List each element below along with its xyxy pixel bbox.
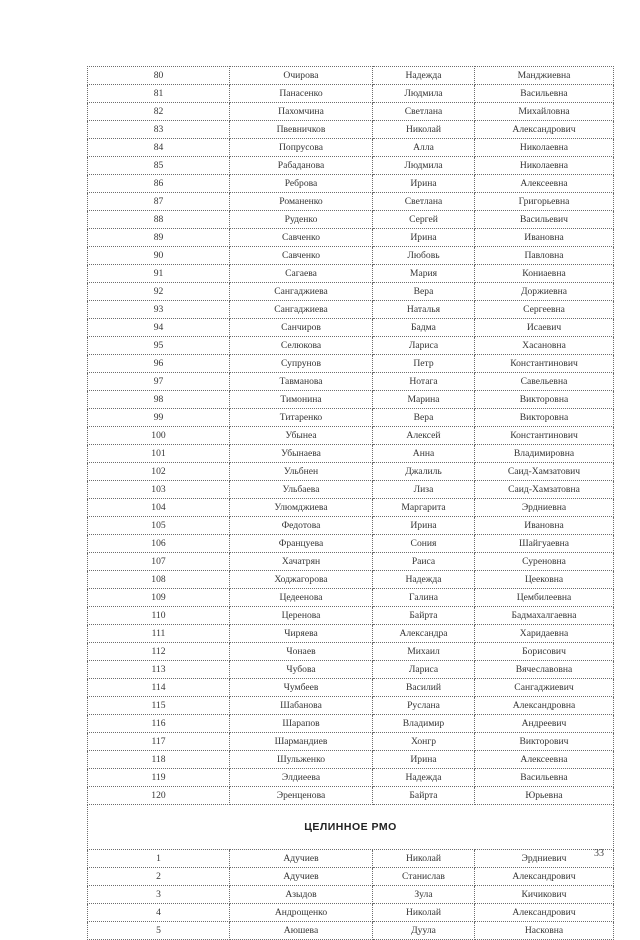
surname-cell: Сангаджиева — [230, 301, 373, 319]
row-number-cell: 90 — [88, 247, 230, 265]
surname-cell: Андрощенко — [230, 904, 373, 922]
row-number-cell: 5 — [88, 922, 230, 940]
surname-cell: Пвевничков — [230, 121, 373, 139]
patronymic-cell: Эрдниевна — [475, 499, 614, 517]
first-name-cell: Светлана — [373, 103, 475, 121]
patronymic-cell: Савельевна — [475, 373, 614, 391]
surname-cell: Убынеа — [230, 427, 373, 445]
table-row — [88, 229, 614, 247]
surname-cell: Реброва — [230, 175, 373, 193]
row-number-cell: 116 — [88, 715, 230, 733]
surname-cell: Шарапов — [230, 715, 373, 733]
patronymic-cell: Андреевич — [475, 715, 614, 733]
table-row — [88, 427, 614, 445]
first-name-cell: Владимир — [373, 715, 475, 733]
table-row — [88, 697, 614, 715]
table-row — [88, 103, 614, 121]
first-name-cell: Василий — [373, 679, 475, 697]
roster-body — [88, 67, 614, 940]
surname-cell: Руденко — [230, 211, 373, 229]
surname-cell: Рабаданова — [230, 157, 373, 175]
table-row — [88, 661, 614, 679]
surname-cell: Цедеенова — [230, 589, 373, 607]
surname-cell: Ульбнен — [230, 463, 373, 481]
table-row — [88, 922, 614, 940]
surname-cell: Шармандиев — [230, 733, 373, 751]
table-row — [88, 265, 614, 283]
first-name-cell: Людмила — [373, 157, 475, 175]
first-name-cell: Станислав — [373, 868, 475, 886]
surname-cell: Хачатрян — [230, 553, 373, 571]
row-number-cell: 106 — [88, 535, 230, 553]
table-row — [88, 886, 614, 904]
table-row — [88, 850, 614, 868]
surname-cell: Федотова — [230, 517, 373, 535]
surname-cell: Чумбеев — [230, 679, 373, 697]
first-name-cell: Марина — [373, 391, 475, 409]
table-row — [88, 679, 614, 697]
surname-cell: Савченко — [230, 247, 373, 265]
row-number-cell: 118 — [88, 751, 230, 769]
row-number-cell: 105 — [88, 517, 230, 535]
surname-cell: Санчиров — [230, 319, 373, 337]
table-row — [88, 121, 614, 139]
first-name-cell: Надежда — [373, 67, 475, 85]
first-name-cell: Маргарита — [373, 499, 475, 517]
first-name-cell: Лиза — [373, 481, 475, 499]
patronymic-cell: Доржиевна — [475, 283, 614, 301]
surname-cell: Улюмджиева — [230, 499, 373, 517]
row-number-cell: 108 — [88, 571, 230, 589]
surname-cell: Сангаджиева — [230, 283, 373, 301]
surname-cell: Шабанова — [230, 697, 373, 715]
table-row — [88, 904, 614, 922]
first-name-cell: Ирина — [373, 175, 475, 193]
table-row — [88, 193, 614, 211]
surname-cell: Тавманова — [230, 373, 373, 391]
table-row — [88, 517, 614, 535]
row-number-cell: 115 — [88, 697, 230, 715]
first-name-cell: Наталья — [373, 301, 475, 319]
surname-cell: Тимонина — [230, 391, 373, 409]
table-row — [88, 499, 614, 517]
first-name-cell: Людмила — [373, 85, 475, 103]
row-number-cell: 109 — [88, 589, 230, 607]
row-number-cell: 112 — [88, 643, 230, 661]
patronymic-cell: Михайловна — [475, 103, 614, 121]
table-row — [88, 571, 614, 589]
first-name-cell: Сония — [373, 535, 475, 553]
row-number-cell: 114 — [88, 679, 230, 697]
patronymic-cell: Алексеевна — [475, 175, 614, 193]
patronymic-cell: Александрович — [475, 904, 614, 922]
patronymic-cell: Александрович — [475, 121, 614, 139]
table-row — [88, 643, 614, 661]
table-row — [88, 751, 614, 769]
table-row — [88, 715, 614, 733]
first-name-cell: Ирина — [373, 517, 475, 535]
first-name-cell: Любовь — [373, 247, 475, 265]
surname-cell: Сагаева — [230, 265, 373, 283]
surname-cell: Адучиев — [230, 868, 373, 886]
patronymic-cell: Хасановна — [475, 337, 614, 355]
row-number-cell: 89 — [88, 229, 230, 247]
row-number-cell: 99 — [88, 409, 230, 427]
first-name-cell: Алла — [373, 139, 475, 157]
document-page — [87, 66, 613, 940]
patronymic-cell: Викторовна — [475, 409, 614, 427]
surname-cell: Ходжагорова — [230, 571, 373, 589]
first-name-cell: Анна — [373, 445, 475, 463]
row-number-cell: 98 — [88, 391, 230, 409]
surname-cell: Адучиев — [230, 850, 373, 868]
table-row — [88, 868, 614, 886]
row-number-cell: 120 — [88, 787, 230, 805]
surname-cell: Романенко — [230, 193, 373, 211]
patronymic-cell: Вячеславовна — [475, 661, 614, 679]
first-name-cell: Надежда — [373, 571, 475, 589]
row-number-cell: 94 — [88, 319, 230, 337]
surname-cell: Панасенко — [230, 85, 373, 103]
table-row — [88, 211, 614, 229]
patronymic-cell: Исаевич — [475, 319, 614, 337]
table-row — [88, 67, 614, 85]
patronymic-cell: Кониаевна — [475, 265, 614, 283]
row-number-cell: 93 — [88, 301, 230, 319]
surname-cell: Чиряева — [230, 625, 373, 643]
first-name-cell: Лариса — [373, 661, 475, 679]
row-number-cell: 2 — [88, 868, 230, 886]
row-number-cell: 81 — [88, 85, 230, 103]
row-number-cell: 84 — [88, 139, 230, 157]
table-row — [88, 409, 614, 427]
row-number-cell: 86 — [88, 175, 230, 193]
surname-cell: Чубова — [230, 661, 373, 679]
row-number-cell: 91 — [88, 265, 230, 283]
table-row — [88, 607, 614, 625]
row-number-cell: 102 — [88, 463, 230, 481]
table-row — [88, 85, 614, 103]
first-name-cell: Сергей — [373, 211, 475, 229]
first-name-cell: Лариса — [373, 337, 475, 355]
patronymic-cell: Сангаджиевич — [475, 679, 614, 697]
row-number-cell: 82 — [88, 103, 230, 121]
patronymic-cell: Харидаевна — [475, 625, 614, 643]
patronymic-cell: Саид-Хамзатовна — [475, 481, 614, 499]
surname-cell: Элдиеева — [230, 769, 373, 787]
patronymic-cell: Шайгуаевна — [475, 535, 614, 553]
patronymic-cell: Манджиевна — [475, 67, 614, 85]
patronymic-cell: Кичикович — [475, 886, 614, 904]
first-name-cell: Ирина — [373, 229, 475, 247]
patronymic-cell: Васильевна — [475, 769, 614, 787]
row-number-cell: 85 — [88, 157, 230, 175]
first-name-cell: Светлана — [373, 193, 475, 211]
surname-cell: Титаренко — [230, 409, 373, 427]
surname-cell: Убынаева — [230, 445, 373, 463]
table-row — [88, 445, 614, 463]
patronymic-cell: Сергеевна — [475, 301, 614, 319]
first-name-cell: Надежда — [373, 769, 475, 787]
first-name-cell: Николай — [373, 850, 475, 868]
first-name-cell: Руслана — [373, 697, 475, 715]
table-row — [88, 769, 614, 787]
patronymic-cell: Цеековна — [475, 571, 614, 589]
row-number-cell: 88 — [88, 211, 230, 229]
table-row — [88, 355, 614, 373]
patronymic-cell: Васильевич — [475, 211, 614, 229]
first-name-cell: Петр — [373, 355, 475, 373]
roster-table — [87, 66, 614, 940]
surname-cell: Савченко — [230, 229, 373, 247]
table-row — [88, 337, 614, 355]
table-row — [88, 301, 614, 319]
patronymic-cell: Насковна — [475, 922, 614, 940]
surname-cell: Аюшева — [230, 922, 373, 940]
surname-cell: Эренценова — [230, 787, 373, 805]
table-row — [88, 787, 614, 805]
patronymic-cell: Ивановна — [475, 517, 614, 535]
first-name-cell: Михаил — [373, 643, 475, 661]
table-row — [88, 733, 614, 751]
surname-cell: Попрусова — [230, 139, 373, 157]
table-row — [88, 481, 614, 499]
surname-cell: Селюкова — [230, 337, 373, 355]
row-number-cell: 113 — [88, 661, 230, 679]
table-row — [88, 463, 614, 481]
first-name-cell: Хонгр — [373, 733, 475, 751]
first-name-cell: Вера — [373, 283, 475, 301]
row-number-cell: 80 — [88, 67, 230, 85]
first-name-cell: Байрта — [373, 607, 475, 625]
surname-cell: Очирова — [230, 67, 373, 85]
surname-cell: Француева — [230, 535, 373, 553]
row-number-cell: 101 — [88, 445, 230, 463]
first-name-cell: Джалиль — [373, 463, 475, 481]
patronymic-cell: Ивановна — [475, 229, 614, 247]
patronymic-cell: Константинович — [475, 355, 614, 373]
patronymic-cell: Павловна — [475, 247, 614, 265]
table-row — [88, 247, 614, 265]
patronymic-cell: Григорьевна — [475, 193, 614, 211]
patronymic-cell: Александрович — [475, 868, 614, 886]
table-row — [88, 283, 614, 301]
row-number-cell: 92 — [88, 283, 230, 301]
table-row — [88, 157, 614, 175]
section-title: ЦЕЛИННОЕ РМО — [88, 805, 614, 850]
first-name-cell: Ирина — [373, 751, 475, 769]
row-number-cell: 4 — [88, 904, 230, 922]
row-number-cell: 111 — [88, 625, 230, 643]
row-number-cell: 1 — [88, 850, 230, 868]
table-row — [88, 139, 614, 157]
row-number-cell: 110 — [88, 607, 230, 625]
first-name-cell: Николай — [373, 904, 475, 922]
surname-cell: Пахомчина — [230, 103, 373, 121]
row-number-cell: 95 — [88, 337, 230, 355]
table-row — [88, 589, 614, 607]
row-number-cell: 103 — [88, 481, 230, 499]
first-name-cell: Мария — [373, 265, 475, 283]
surname-cell: Шульженко — [230, 751, 373, 769]
patronymic-cell: Васильевна — [475, 85, 614, 103]
table-row — [88, 535, 614, 553]
row-number-cell: 104 — [88, 499, 230, 517]
row-number-cell: 107 — [88, 553, 230, 571]
table-row — [88, 319, 614, 337]
first-name-cell: Раиса — [373, 553, 475, 571]
row-number-cell: 97 — [88, 373, 230, 391]
patronymic-cell: Викторович — [475, 733, 614, 751]
table-row — [88, 553, 614, 571]
surname-cell: Супрунов — [230, 355, 373, 373]
patronymic-cell: Суреновна — [475, 553, 614, 571]
first-name-cell: Нотага — [373, 373, 475, 391]
patronymic-cell: Цембилеевна — [475, 589, 614, 607]
table-row — [88, 373, 614, 391]
table-row — [88, 391, 614, 409]
patronymic-cell: Юрьевна — [475, 787, 614, 805]
row-number-cell: 87 — [88, 193, 230, 211]
page-number: 33 — [594, 848, 604, 859]
patronymic-cell: Константинович — [475, 427, 614, 445]
row-number-cell: 96 — [88, 355, 230, 373]
table-row — [88, 175, 614, 193]
first-name-cell: Дуула — [373, 922, 475, 940]
patronymic-cell: Эрдниевич — [475, 850, 614, 868]
first-name-cell: Алексей — [373, 427, 475, 445]
patronymic-cell: Викторовна — [475, 391, 614, 409]
surname-cell: Церенова — [230, 607, 373, 625]
row-number-cell: 117 — [88, 733, 230, 751]
first-name-cell: Александра — [373, 625, 475, 643]
patronymic-cell: Алексеевна — [475, 751, 614, 769]
table-row — [88, 625, 614, 643]
row-number-cell: 100 — [88, 427, 230, 445]
surname-cell: Ульбаева — [230, 481, 373, 499]
section-header-row — [88, 805, 614, 850]
first-name-cell: Бадма — [373, 319, 475, 337]
patronymic-cell: Владимировна — [475, 445, 614, 463]
first-name-cell: Байрта — [373, 787, 475, 805]
patronymic-cell: Николаевна — [475, 157, 614, 175]
patronymic-cell: Бадмахалгаевна — [475, 607, 614, 625]
first-name-cell: Вера — [373, 409, 475, 427]
first-name-cell: Галина — [373, 589, 475, 607]
patronymic-cell: Борисович — [475, 643, 614, 661]
patronymic-cell: Александровна — [475, 697, 614, 715]
surname-cell: Азыдов — [230, 886, 373, 904]
row-number-cell: 83 — [88, 121, 230, 139]
surname-cell: Чонаев — [230, 643, 373, 661]
patronymic-cell: Николаевна — [475, 139, 614, 157]
first-name-cell: Зула — [373, 886, 475, 904]
row-number-cell: 119 — [88, 769, 230, 787]
patronymic-cell: Саид-Хамзатович — [475, 463, 614, 481]
first-name-cell: Николай — [373, 121, 475, 139]
row-number-cell: 3 — [88, 886, 230, 904]
